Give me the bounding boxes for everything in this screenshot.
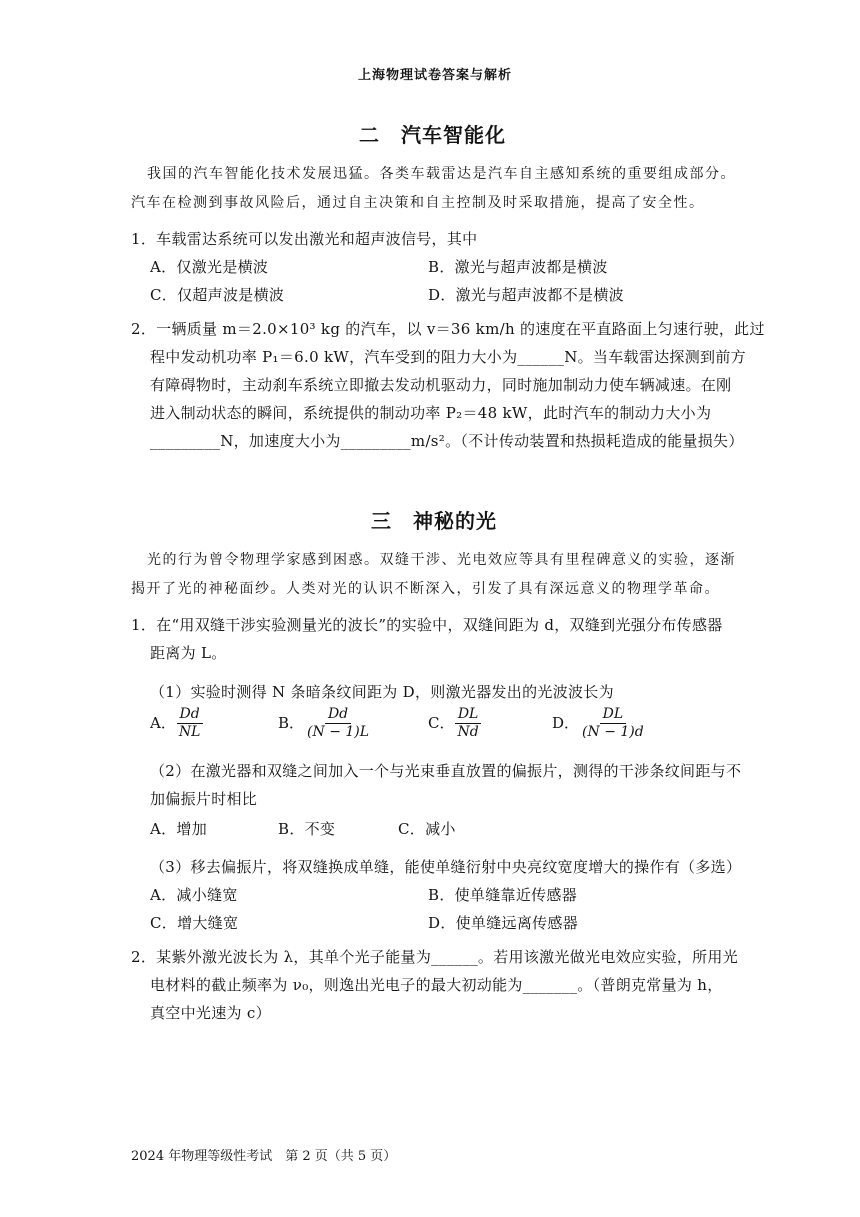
option-a: A．减小缝宽 <box>150 886 238 904</box>
option-c <box>428 706 482 741</box>
option-label: B． <box>278 714 305 732</box>
option-b: B．不变 <box>278 820 336 838</box>
question-text: 电材料的截止频率为 ν₀，则逸出光电子的最大初动能为_______。（普朗克常量为 h， <box>150 976 723 994</box>
option-a: A．增加 <box>150 820 208 838</box>
section-title-smart-car: 二 汽车智能化 <box>359 123 506 147</box>
fraction-numerator: DL <box>600 706 627 724</box>
section-intro: 揭开了光的神秘面纱。人类对光的认识不断深入，引发了具有深远意义的物理学革命。 <box>131 581 720 597</box>
question-text: 有障碍物时，主动刹车系统立即撤去发动机驱动力，同时施加制动力使车辆减速。在刚 <box>150 376 732 394</box>
page-header: 上海物理试卷答案与解析 <box>358 68 513 83</box>
option-a <box>150 706 203 741</box>
question-text: 进入制动状态的瞬间，系统提供的制动功率 P₂＝48 kW，此时汽车的制动力大小为 <box>150 404 712 422</box>
option-b <box>278 706 372 741</box>
sub-question-stem: （1）实验时测得 N 条暗条纹间距为 D，则激光器发出的光波波长为 <box>150 683 614 701</box>
formula-fraction <box>304 706 372 741</box>
fraction-denominator: NL <box>178 724 201 740</box>
fraction-numerator: DL <box>455 706 482 724</box>
section-intro: 光的行为曾令物理学家感到困惑。双缝干涉、光电效应等具有里程碑意义的实验，逐渐 <box>147 552 736 568</box>
option-c: C．增大缝宽 <box>150 914 239 932</box>
question-stem: 1．车载雷达系统可以发出激光和超声波信号，其中 <box>131 230 478 248</box>
option-label: A． <box>150 714 176 732</box>
formula-fraction <box>454 706 481 741</box>
question-text: 2．某紫外激光波长为 λ，其单个光子能量为______。若用该激光做光电效应实验，所用光 <box>131 948 739 966</box>
option-label: C． <box>428 714 455 732</box>
page-footer: 2024 年物理等级性考试 第 2 页（共 5 页） <box>131 1149 397 1164</box>
fraction-numerator: Dd <box>177 706 203 724</box>
section-intro: 汽车在检测到事故风险后，通过自主决策和自主控制及时采取措施，提高了安全性。 <box>131 195 705 211</box>
fraction-denominator: (N − 1)d <box>582 724 644 740</box>
option-d: D．激光与超声波都不是横波 <box>428 286 624 304</box>
section-title-light: 三 神秘的光 <box>371 509 497 533</box>
formula-fraction <box>579 706 647 741</box>
sub-question-stem: （2）在激光器和双缝之间加入一个与光束垂直放置的偏振片，测得的干涉条纹间距与不 <box>150 762 742 780</box>
formula-fraction <box>176 706 204 741</box>
option-label: D． <box>552 714 580 732</box>
fraction-numerator: Dd <box>325 706 351 724</box>
option-d: D．使单缝远离传感器 <box>428 914 579 932</box>
question-text: _________N，加速度大小为_________m/s²。（不计传动装置和热损耗造成的能量损失） <box>150 432 744 450</box>
option-b: B．激光与超声波都是横波 <box>428 258 608 276</box>
option-d <box>552 706 647 741</box>
fraction-denominator: (N − 1)L <box>307 724 370 740</box>
question-text: 距离为 L。 <box>150 644 227 662</box>
option-a: A．仅激光是横波 <box>150 258 269 276</box>
question-text: 程中发动机功率 P₁＝6.0 kW，汽车受到的阻力大小为______N。当车载雷达探测到前方 <box>150 348 746 366</box>
question-text: 真空中光速为 c） <box>150 1004 271 1022</box>
question-text: 1．在“用双缝干涉实验测量光的波长”的实验中，双缝间距为 d，双缝到光强分布传感器 <box>131 616 723 634</box>
question-text: 2．一辆质量 m＝2.0×10³ kg 的汽车，以 v＝36 km/h 的速度在平直路面上匀速行驶，此过 <box>131 320 765 338</box>
fraction-denominator: Nd <box>457 724 479 740</box>
option-c: C．仅超声波是横波 <box>150 286 285 304</box>
option-b: B．使单缝靠近传感器 <box>428 886 578 904</box>
sub-question-stem: 加偏振片时相比 <box>150 790 258 808</box>
section-intro: 我国的汽车智能化技术发展迅猛。各类车载雷达是汽车自主感知系统的重要组成部分。 <box>147 166 736 182</box>
sub-question-stem: （3）移去偏振片，将双缝换成单缝，能使单缝衍射中央亮纹宽度增大的操作有（多选） <box>150 858 742 876</box>
option-c: C．减小 <box>398 820 456 838</box>
